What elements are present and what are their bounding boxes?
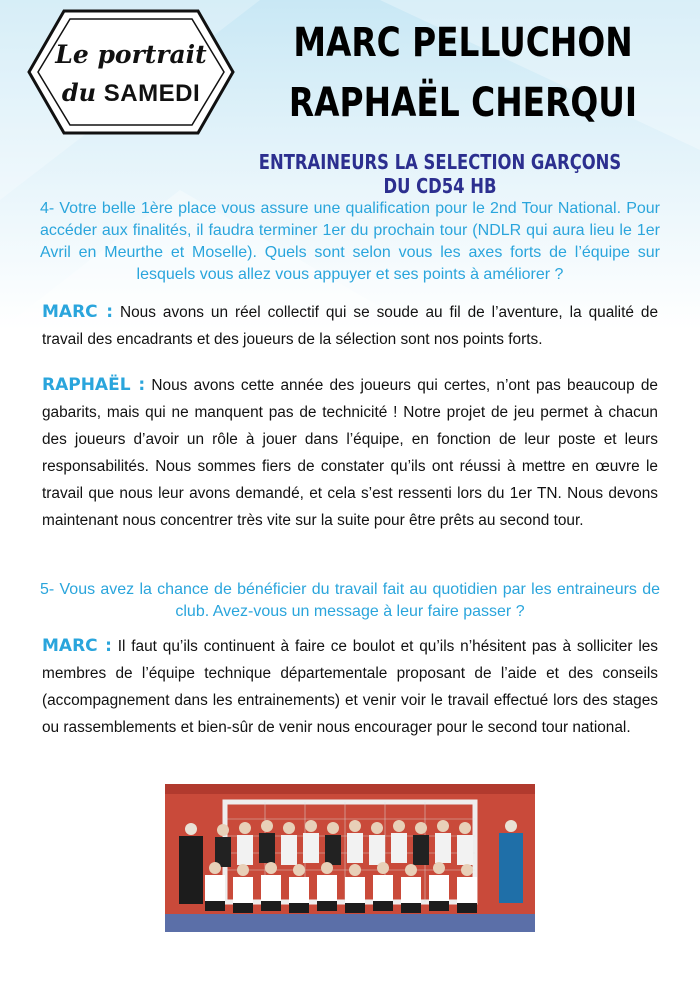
answer-4-marc [42,299,658,353]
speaker-label: MARC : [42,302,114,322]
answer-4-raphael [42,372,658,534]
answer-5-marc [42,633,658,741]
coach-name-2: RAPHAËL CHERQUI [288,80,638,126]
badge-line-2 [26,78,236,108]
answer-text: Nous avons cette année des joueurs qui certes, n’ont pas beaucoup de gabarits, mais qui ne manquent pas de technicité ! Notre projet de jeu permet à chacun des joueurs d’avoir un rôle à jouer dans l’équipe, en fonction de leur poste et leurs responsabilités. Nous sommes fiers de constater qu’ils ont réussi à mettre en œuvre le travail que nous leur avons demandé, et cela s’est ressenti lors du 1er TN. Nous devons maintenant nous concentrer très vite sur la suite pour être prêts au second tour. [42,377,658,529]
team-photo-illustration [165,784,535,932]
speaker-label: MARC : [42,636,112,656]
badge-line-1: Le portrait [55,40,207,69]
team-photo [165,784,535,932]
badge-samedi: SAMEDI [103,80,201,107]
coach-name-1: MARC PELLUCHON [293,20,633,66]
answer-text: Nous avons un réel collectif qui se soude au fil de l’aventure, la qualité de travail des encadrants et des joueurs de la sélection sont nos points forts. [42,304,659,348]
badge-du: du [61,78,97,107]
question-4: 4- Votre belle 1ère place vous assure une qualification pour le 2nd Tour National. Pour accéder aux finalités, il faudra terminer 1er du prochain tour (NDLR qui aura lieu le 1er Avril en Meurthe et Moselle). Quels sont selon vous les axes forts de l’équipe sur lesquels vous allez vous appuyer et ses points à améliorer ? [40,200,660,283]
question-5: 5- Vous avez la chance de bénéficier du travail fait au quotidien par les entraineurs de club. Avez-vous un message à leur faire passer ? [40,581,660,620]
page-subtitle: ENTRAINEURS LA SELECTION GARÇONS DU CD54 HB [258,150,622,198]
speaker-label: RAPHAËL : [42,375,146,395]
answer-text: Il faut qu’ils continuent à faire ce boulot et qu’ils n’hésitent pas à solliciter les membres de l’équipe technique départementale proposant de l’aide et des conseils (accompagnement dans les entrainements) et venir voir le travail effectué lors des stages ou rassemblements et bien-sûr de venir nous encourager pour le second tour national. [42,638,659,736]
